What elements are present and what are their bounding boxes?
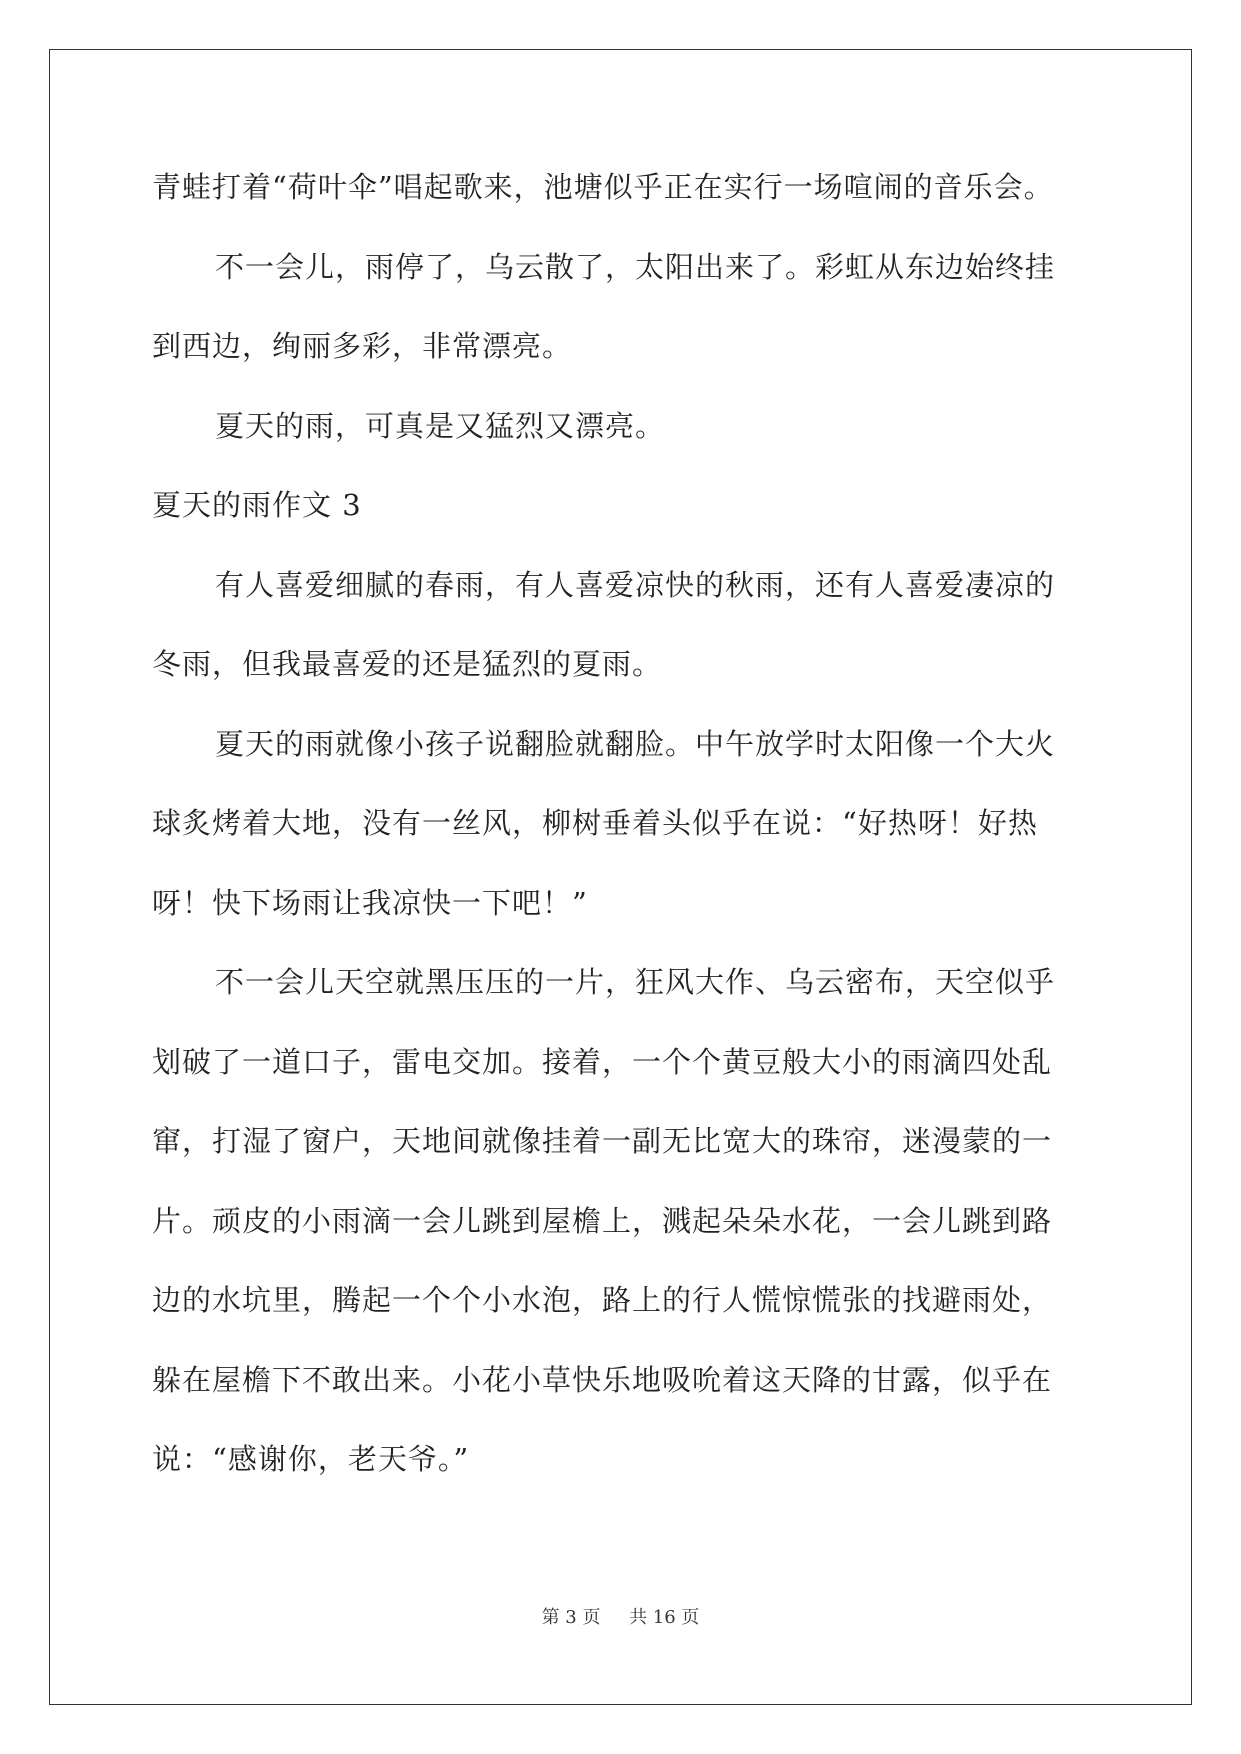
text-line: 窜，打湿了窗户，天地间就像挂着一副无比宽大的珠帘，迷漫蒙的一 — [152, 1124, 1053, 1158]
text-line: 冬雨，但我最喜爱的还是猛烈的夏雨。 — [152, 647, 663, 681]
section-heading: 夏天的雨作文 3 — [152, 488, 362, 522]
text-line: 不一会儿，雨停了，乌云散了，太阳出来了。彩虹从东边始终挂 — [215, 249, 1056, 284]
text-line: 说：“感谢你，老天爷。” — [152, 1442, 470, 1476]
text-line: 片。顽皮的小雨滴一会儿跳到屋檐上，溅起朵朵水花，一会儿跳到路 — [152, 1203, 1053, 1238]
text-line: 有人喜爱细腻的春雨，有人喜爱凉快的秋雨，还有人喜爱凄凉的 — [215, 567, 1056, 602]
text-line: 划破了一道口子，雷电交加。接着，一个个黄豆般大小的雨滴四处乱 — [152, 1044, 1053, 1079]
text-line: 青蛙打着“荷叶伞”唱起歌来，池塘似乎正在实行一场喧闹的音乐会。 — [152, 170, 1054, 204]
text-line: 不一会儿天空就黑压压的一片，狂风大作、乌云密布，天空似乎 — [215, 965, 1056, 999]
page-footer — [0, 1603, 1241, 1629]
text-line: 球炙烤着大地，没有一丝风，柳树垂着头似乎在说：“好热呀！好热 — [152, 806, 1038, 840]
text-line: 呀！快下场雨让我凉快一下吧！” — [152, 885, 588, 920]
text-line: 边的水坑里，腾起一个个小水泡，路上的行人慌惊慌张的找避雨处， — [152, 1283, 1053, 1317]
text-line: 躲在屋檐下不敢出来。小花小草快乐地吸吮着这天降的甘露，似乎在 — [152, 1362, 1053, 1397]
page-total: 共 16 页 — [629, 1607, 700, 1628]
text-line: 到西边，绚丽多彩，非常漂亮。 — [152, 329, 573, 363]
page-number: 第 3 页 — [541, 1607, 601, 1628]
text-line: 夏天的雨就像小孩子说翻脸就翻脸。中午放学时太阳像一个大火 — [215, 726, 1056, 761]
document-body — [152, 148, 1092, 1500]
text-line: 夏天的雨，可真是又猛烈又漂亮。 — [215, 408, 666, 443]
